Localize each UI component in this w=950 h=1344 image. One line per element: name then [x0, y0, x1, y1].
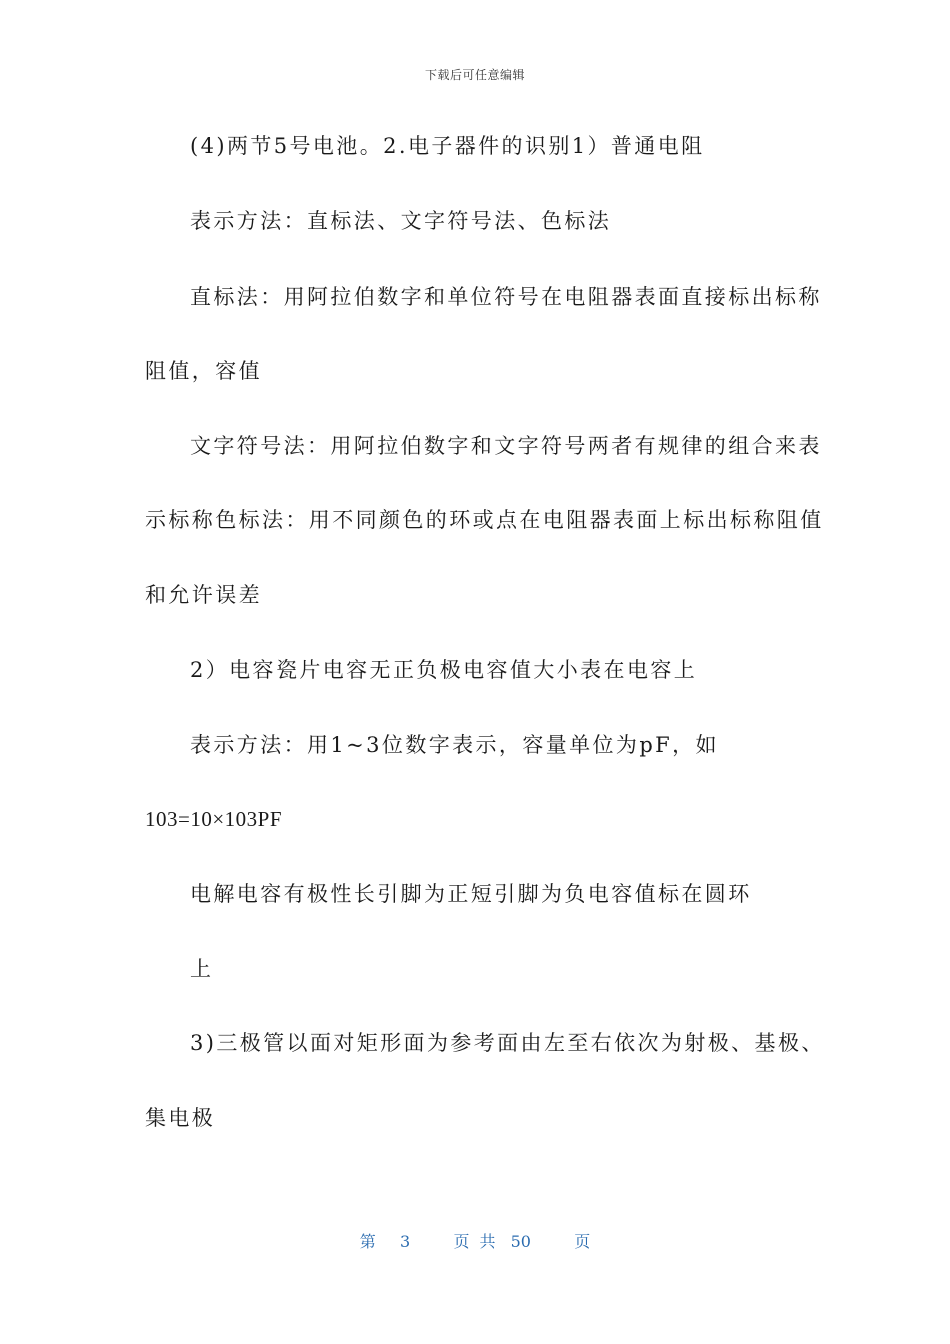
body-line-14: 集电极	[145, 1106, 216, 1130]
body-line-11: 电解电容有极性长引脚为正短引脚为负电容值标在圆环	[190, 882, 752, 906]
footer-total-pages: 50	[510, 1232, 531, 1251]
body-line-6: 示标称色标法：用不同颜色的环或点在电阻器表面上标出标称阻值	[145, 508, 824, 532]
footer-suffix: 页	[574, 1232, 591, 1251]
body-line-8: 2）电容瓷片电容无正负极电容值大小表在电容上	[190, 658, 698, 682]
body-line-4: 阻值，容值	[145, 359, 262, 383]
body-line-5: 文字符号法：用阿拉伯数字和文字符号两者有规律的组合来表	[190, 434, 822, 458]
footer-prefix: 第	[359, 1232, 376, 1251]
footer-current-page: 3	[399, 1232, 411, 1251]
page-footer	[0, 1229, 950, 1252]
body-line-3: 直标法：用阿拉伯数字和单位符号在电阻器表面直接标出标称	[190, 285, 822, 309]
body-line-2: 表示方法：直标法、文字符号法、色标法	[190, 209, 612, 233]
body-line-7: 和允许误差	[145, 583, 262, 607]
body-line-12: 上	[190, 957, 214, 981]
page-header-note: 下载后可任意编辑	[424, 68, 525, 82]
footer-middle: 页共	[453, 1232, 506, 1251]
body-line-1: (4)两节5号电池。2.电子器件的识别1）普通电阻	[190, 134, 705, 158]
body-line-9: 表示方法：用1~3位数字表示，容量单位为pF，如	[190, 733, 719, 757]
body-line-13: 3)三极管以面对矩形面为参考面由左至右依次为射极、基极、	[190, 1031, 825, 1055]
body-line-10: 103=10×103PF	[145, 807, 283, 831]
